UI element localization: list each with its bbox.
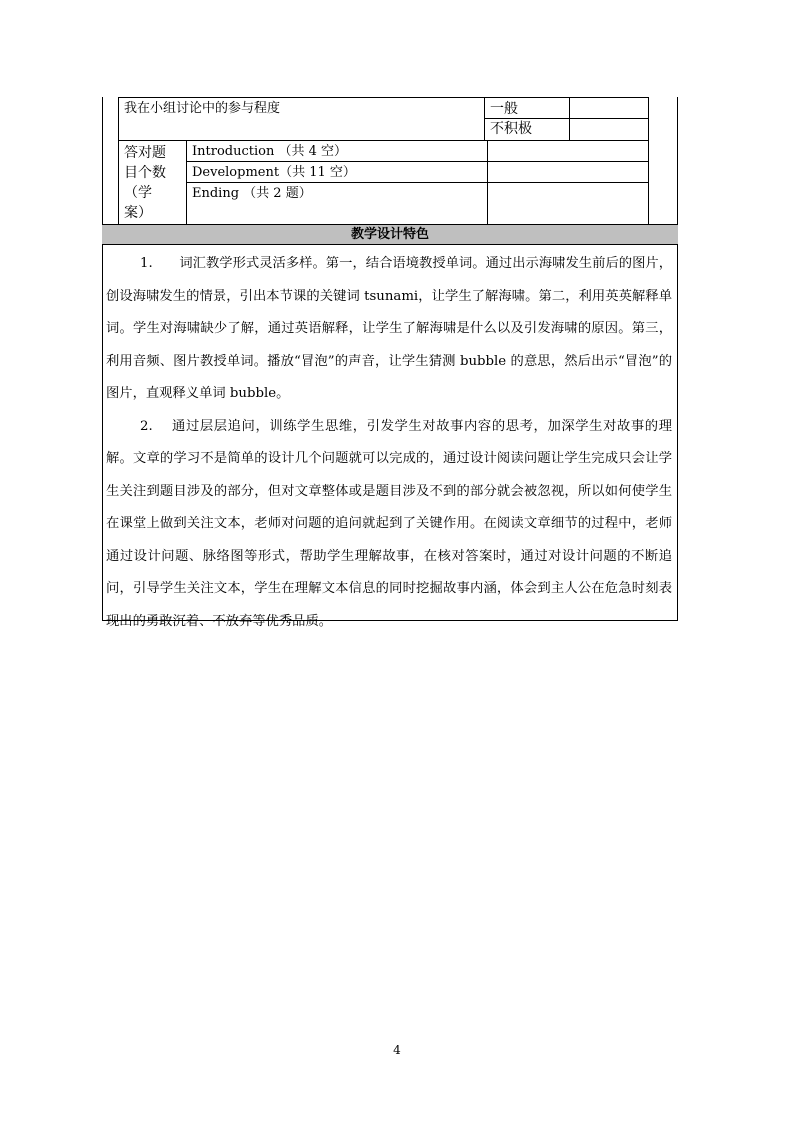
paragraph-1: 1. 词汇教学形式灵活多样。第一，结合语境教授单词。通过出示海啸发生前后的图片，创设海啸发生的情景，引出本节课的关键词 tsunami，让学生了解海啸。第二，利用英英解释单词。学生对海啸缺少了解，通过英语解释，让学生了解海啸是什么以及引发海啸的原因。第三，利用音频、图片教授单词。播放“冒泡”的声音，让学生猜测 bubble 的意思，然后出示“冒泡”的图片，直观释义单词 bubble。 — [106, 256, 672, 401]
section-title: 教学设计特色 — [102, 224, 678, 245]
outer-border-left — [102, 97, 103, 621]
answers-side-label-1: 答对题 — [124, 145, 166, 161]
option-average: 一般 — [490, 101, 518, 117]
answer-item-introduction: Introduction （共 4 空） — [192, 144, 347, 159]
outer-border-right — [677, 97, 678, 621]
answers-side-label-3: （学 — [124, 185, 152, 201]
answers-side-label-4: 案） — [124, 205, 152, 221]
answer-item-ending: Ending （共 2 题） — [192, 186, 312, 201]
participation-label: 我在小组讨论中的参与程度 — [124, 101, 281, 116]
inner-answers-row1 — [186, 161, 649, 162]
answer-item-development: Development（共 11 空） — [192, 165, 356, 180]
inner-border-left — [118, 97, 119, 224]
page-number: 4 — [393, 1043, 401, 1057]
inner-row1-mid — [484, 118, 649, 119]
inner-answers-row2 — [186, 182, 649, 183]
answers-side-label-2: 目个数 — [124, 165, 166, 181]
paragraph-2: 2. 通过层层追问，训练学生思维，引发学生对故事内容的思考，加深学生对故事的理解。文章的学习不是简单的设计几个问题就可以完成的，通过设计阅读问题让学生完成只会让学生关注到题目涉及的部分，但对文章整体或是题目涉及不到的部分就会被忽视，所以如何使学生在课堂上做到关注文本，老师对问题的追问就起到了关键作用。在阅读文章细节的过程中，老师通过设计问题、脉络图等形式，帮助学生理解故事，在核对答案时，通过对设计问题的不断追问，引导学生关注文本，学生在理解文本信息的同时挖掘故事内涵，体会到主人公在危急时刻表现出的勇敢沉着、不放弃等优秀品质。 — [106, 418, 672, 629]
section-body — [106, 248, 672, 638]
option-inactive: 不积极 — [490, 121, 532, 137]
inner-row1-bottom — [118, 140, 649, 141]
